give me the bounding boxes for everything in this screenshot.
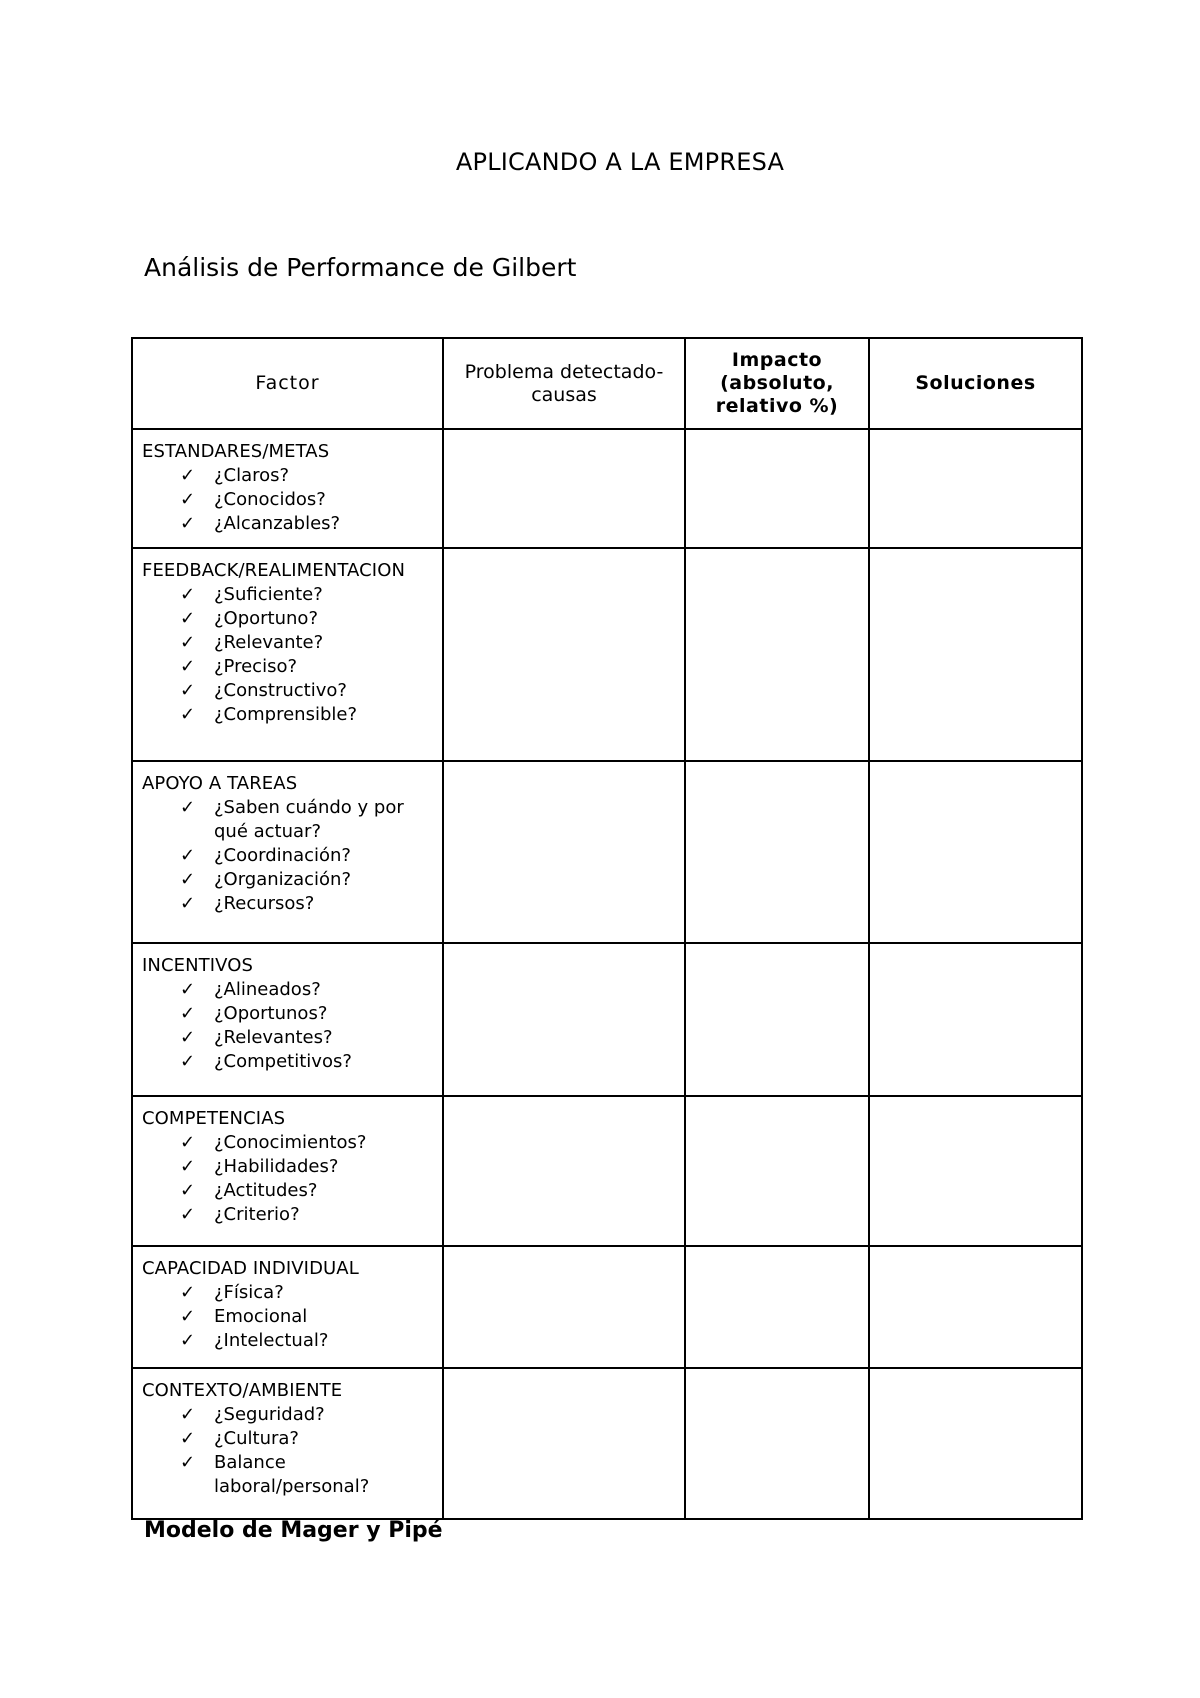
checklist-item-text: ¿Oportunos? bbox=[214, 1003, 328, 1024]
checklist-item-text: ¿Relevante? bbox=[214, 632, 324, 653]
checklist-item bbox=[142, 1203, 436, 1227]
checklist-item bbox=[142, 607, 436, 631]
checkmark-icon: ✓ bbox=[180, 680, 196, 701]
soluciones-cell[interactable] bbox=[869, 1368, 1082, 1519]
checklist-item-text: ¿Física? bbox=[214, 1282, 284, 1303]
problema-cell[interactable] bbox=[443, 548, 685, 761]
checklist-item-text: ¿Claros? bbox=[214, 465, 290, 486]
factor-name: CONTEXTO/AMBIENTE bbox=[142, 1380, 343, 1401]
checklist-item-text: ¿Organización? bbox=[214, 869, 352, 890]
factor-name: APOYO A TAREAS bbox=[142, 773, 298, 794]
problema-cell[interactable] bbox=[443, 1246, 685, 1368]
checkmark-icon: ✓ bbox=[180, 704, 196, 725]
factor-cell bbox=[132, 429, 443, 548]
checklist-item bbox=[142, 1305, 436, 1329]
impacto-cell[interactable] bbox=[685, 761, 869, 943]
checkmark-icon: ✓ bbox=[180, 979, 196, 1000]
soluciones-cell[interactable] bbox=[869, 429, 1082, 548]
checkmark-icon: ✓ bbox=[180, 797, 196, 818]
checklist-item-text: ¿Suficiente? bbox=[214, 584, 323, 605]
factor-cell bbox=[132, 761, 443, 943]
factor-checklist bbox=[142, 1281, 436, 1353]
table-row bbox=[132, 429, 1082, 548]
checklist-item-text: ¿Competitivos? bbox=[214, 1051, 352, 1072]
checkmark-icon: ✓ bbox=[180, 1132, 196, 1153]
checkmark-icon: ✓ bbox=[180, 656, 196, 677]
factor-name: FEEDBACK/REALIMENTACION bbox=[142, 560, 406, 581]
table-row bbox=[132, 1368, 1082, 1519]
checklist-item bbox=[142, 868, 436, 892]
checklist-item bbox=[142, 703, 436, 727]
checkmark-icon: ✓ bbox=[180, 869, 196, 890]
checkmark-icon: ✓ bbox=[180, 1027, 196, 1048]
checklist-item bbox=[142, 978, 436, 1002]
factor-cell bbox=[132, 1368, 443, 1519]
table-row bbox=[132, 548, 1082, 761]
checklist-item bbox=[142, 631, 436, 655]
header-impacto: Impacto (absoluto, relativo %) bbox=[685, 338, 869, 429]
checkmark-icon: ✓ bbox=[180, 632, 196, 653]
checkmark-icon: ✓ bbox=[180, 1156, 196, 1177]
problema-cell[interactable] bbox=[443, 1368, 685, 1519]
checklist-item-text: ¿Recursos? bbox=[214, 893, 315, 914]
factor-name: COMPETENCIAS bbox=[142, 1108, 286, 1129]
checklist-item-text: ¿Alineados? bbox=[214, 979, 321, 1000]
table-row bbox=[132, 1096, 1082, 1246]
section-title: Análisis de Performance de Gilbert bbox=[144, 253, 577, 282]
checklist-item-text: ¿Relevantes? bbox=[214, 1027, 333, 1048]
factor-cell bbox=[132, 1096, 443, 1246]
checkmark-icon: ✓ bbox=[180, 1404, 196, 1425]
checklist-item-text: ¿Coordinación? bbox=[214, 845, 351, 866]
checklist-item bbox=[142, 1451, 436, 1499]
checklist-item-text: Balance laboral/personal? bbox=[214, 1452, 370, 1497]
checklist-item-text: ¿Constructivo? bbox=[214, 680, 347, 701]
gilbert-performance-table bbox=[131, 337, 1083, 1520]
problema-cell[interactable] bbox=[443, 943, 685, 1096]
checkmark-icon: ✓ bbox=[180, 1428, 196, 1449]
footer-title: Modelo de Mager y Pipé bbox=[144, 1518, 443, 1543]
checkmark-icon: ✓ bbox=[180, 1282, 196, 1303]
checkmark-icon: ✓ bbox=[180, 489, 196, 510]
checklist-item bbox=[142, 892, 436, 916]
factor-name: CAPACIDAD INDIVIDUAL bbox=[142, 1258, 359, 1279]
factor-checklist bbox=[142, 583, 436, 727]
checklist-item bbox=[142, 844, 436, 868]
table-row bbox=[132, 943, 1082, 1096]
checklist-item-text: ¿Criterio? bbox=[214, 1204, 300, 1225]
header-factor: Factor bbox=[132, 338, 443, 429]
checkmark-icon: ✓ bbox=[180, 893, 196, 914]
checkmark-icon: ✓ bbox=[180, 1051, 196, 1072]
factor-cell bbox=[132, 943, 443, 1096]
factor-name: ESTANDARES/METAS bbox=[142, 441, 330, 462]
checkmark-icon: ✓ bbox=[180, 513, 196, 534]
impacto-cell[interactable] bbox=[685, 1368, 869, 1519]
factor-checklist bbox=[142, 978, 436, 1074]
checklist-item-text: ¿Conocidos? bbox=[214, 489, 326, 510]
checklist-item bbox=[142, 655, 436, 679]
problema-cell[interactable] bbox=[443, 761, 685, 943]
checklist-item bbox=[142, 1002, 436, 1026]
checkmark-icon: ✓ bbox=[180, 465, 196, 486]
soluciones-cell[interactable] bbox=[869, 548, 1082, 761]
checklist-item bbox=[142, 796, 436, 844]
soluciones-cell[interactable] bbox=[869, 1096, 1082, 1246]
factor-cell bbox=[132, 548, 443, 761]
checklist-item-text: ¿Habilidades? bbox=[214, 1156, 339, 1177]
checklist-item bbox=[142, 1050, 436, 1074]
problema-cell[interactable] bbox=[443, 429, 685, 548]
checklist-item-text: ¿Conocimientos? bbox=[214, 1132, 367, 1153]
impacto-cell[interactable] bbox=[685, 548, 869, 761]
checklist-item bbox=[142, 1026, 436, 1050]
checkmark-icon: ✓ bbox=[180, 1452, 196, 1473]
checkmark-icon: ✓ bbox=[180, 1330, 196, 1351]
checklist-item-text: ¿Alcanzables? bbox=[214, 513, 341, 534]
checklist-item bbox=[142, 1179, 436, 1203]
header-problema: Problema detectado-causas bbox=[443, 338, 685, 429]
checkmark-icon: ✓ bbox=[180, 1003, 196, 1024]
impacto-cell[interactable] bbox=[685, 1246, 869, 1368]
factor-checklist bbox=[142, 1131, 436, 1227]
checkmark-icon: ✓ bbox=[180, 1306, 196, 1327]
factor-checklist bbox=[142, 464, 436, 536]
impacto-cell[interactable] bbox=[685, 1096, 869, 1246]
checklist-item bbox=[142, 1281, 436, 1305]
checklist-item-text: ¿Comprensible? bbox=[214, 704, 358, 725]
checklist-item-text: ¿Oportuno? bbox=[214, 608, 319, 629]
factor-checklist bbox=[142, 796, 436, 916]
factor-cell bbox=[132, 1246, 443, 1368]
impacto-cell[interactable] bbox=[685, 429, 869, 548]
checklist-item bbox=[142, 488, 436, 512]
checkmark-icon: ✓ bbox=[180, 584, 196, 605]
checklist-item bbox=[142, 583, 436, 607]
checklist-item bbox=[142, 679, 436, 703]
problema-cell[interactable] bbox=[443, 1096, 685, 1246]
checklist-item bbox=[142, 1329, 436, 1353]
factor-name: INCENTIVOS bbox=[142, 955, 254, 976]
checkmark-icon: ✓ bbox=[180, 608, 196, 629]
checklist-item-text: ¿Seguridad? bbox=[214, 1404, 325, 1425]
checkmark-icon: ✓ bbox=[180, 1180, 196, 1201]
soluciones-cell[interactable] bbox=[869, 761, 1082, 943]
checklist-item-text: ¿Intelectual? bbox=[214, 1330, 329, 1351]
table-row bbox=[132, 1246, 1082, 1368]
table-row bbox=[132, 761, 1082, 943]
checkmark-icon: ✓ bbox=[180, 1204, 196, 1225]
soluciones-cell[interactable] bbox=[869, 943, 1082, 1096]
soluciones-cell[interactable] bbox=[869, 1246, 1082, 1368]
checklist-item bbox=[142, 1131, 436, 1155]
impacto-cell[interactable] bbox=[685, 943, 869, 1096]
checklist-item bbox=[142, 1155, 436, 1179]
checklist-item-text: ¿Cultura? bbox=[214, 1428, 299, 1449]
checklist-item-text: Emocional bbox=[214, 1306, 308, 1327]
checklist-item-text: ¿Actitudes? bbox=[214, 1180, 318, 1201]
checklist-item-text: ¿Preciso? bbox=[214, 656, 298, 677]
page-title: APLICANDO A LA EMPRESA bbox=[455, 148, 785, 176]
checklist-item bbox=[142, 512, 436, 536]
checkmark-icon: ✓ bbox=[180, 845, 196, 866]
checklist-item bbox=[142, 1427, 436, 1451]
checklist-item bbox=[142, 1403, 436, 1427]
header-soluciones: Soluciones bbox=[869, 338, 1082, 429]
factor-checklist bbox=[142, 1403, 436, 1499]
table-header-row bbox=[132, 338, 1082, 429]
checklist-item-text: ¿Saben cuándo y por qué actuar? bbox=[214, 797, 404, 842]
checklist-item bbox=[142, 464, 436, 488]
